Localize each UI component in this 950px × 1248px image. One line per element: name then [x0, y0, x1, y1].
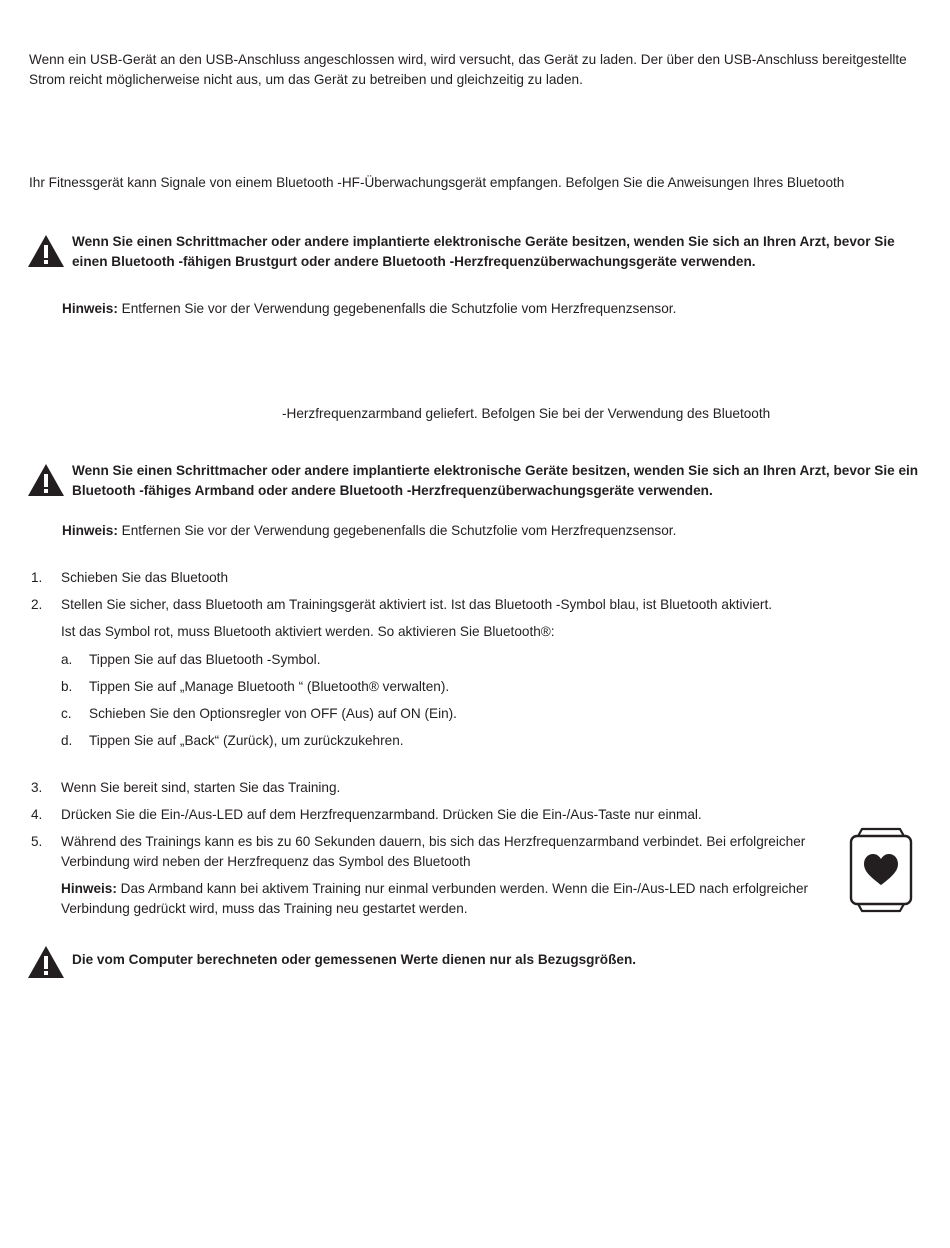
- step-1-text: Schieben Sie das Bluetooth: [61, 570, 229, 585]
- heart-rate-armband-icon: [848, 826, 914, 914]
- warning-1-line-2: einen Bluetooth -fähigen Brustgurt oder andere Bluetooth -Herzfrequenzüberwachungsgeräte verwenden.: [72, 254, 756, 269]
- substep-a-text: Tippen Sie auf das Bluetooth -Symbol.: [89, 652, 321, 667]
- step-2-number: 2.: [31, 597, 43, 612]
- note-1: [62, 299, 676, 319]
- step-5-number: 5.: [31, 834, 43, 849]
- step-5-note-line-2: Verbindung gedrückt wird, muss das Training neu gestartet werden.: [61, 901, 468, 916]
- substep-b-number: b.: [61, 679, 73, 694]
- warning-triangle-icon: [27, 945, 65, 979]
- fitness-intro-text: Ihr Fitnessgerät kann Signale von einem Bluetooth -HF-Überwachungsgerät empfangen. Befolgen Sie die Anweisungen Ihres Bluetooth: [29, 175, 845, 190]
- step-5-note-label: Hinweis:: [61, 881, 117, 896]
- substep-d-number: d.: [61, 733, 73, 748]
- step-5-note-text: Das Armband kann bei aktivem Training nur einmal verbunden werden. Wenn die Ein-/Aus-LED nach erfolgreicher: [116, 881, 809, 896]
- step-1-number: 1.: [31, 570, 43, 585]
- step-4-number: 4.: [31, 807, 43, 822]
- warning-1-line-1: Wenn Sie einen Schrittmacher oder andere implantierte elektronische Geräte besitzen, wenden Sie sich an Ihren Arzt, bevor Sie: [72, 234, 895, 249]
- step-5-line-2: Verbindung wird neben der Herzfrequenz das Symbol des Bluetooth: [61, 854, 471, 869]
- armband-intro-text: -Herzfrequenzarmband geliefert. Befolgen Sie bei der Verwendung des Bluetooth: [282, 406, 771, 421]
- warning-3-text: Die vom Computer berechneten oder gemessenen Werte dienen nur als Bezugsgrößen.: [72, 952, 637, 967]
- step-2-text: Stellen Sie sicher, dass Bluetooth am Trainingsgerät aktiviert ist. Ist das Bluetooth -Symbol blau, ist Bluetooth aktiviert.: [61, 597, 773, 612]
- warning-triangle-icon: [27, 463, 65, 497]
- usb-paragraph-line-1: Wenn ein USB-Gerät an den USB-Anschluss angeschlossen wird, wird versucht, das Gerät zu laden. Der über den USB-Anschluss bereitgestellte: [29, 52, 907, 67]
- warning-triangle-icon: [27, 234, 65, 268]
- step-4-text: Drücken Sie die Ein-/Aus-LED auf dem Herzfrequenzarmband. Drücken Sie die Ein-/Aus-Taste nur einmal.: [61, 807, 702, 822]
- step-5-note-line-1: [61, 879, 808, 899]
- substep-c-number: c.: [61, 706, 72, 721]
- warning-2-line-2: Bluetooth -fähiges Armband oder andere Bluetooth -Herzfrequenzüberwachungsgeräte verwenden.: [72, 483, 713, 498]
- note-1-text: Entfernen Sie vor der Verwendung gegebenenfalls die Schutzfolie vom Herzfrequenzsensor.: [117, 301, 677, 316]
- note-2-label: Hinweis:: [62, 523, 118, 538]
- note-2: [62, 521, 676, 541]
- step-5-line-1: Während des Trainings kann es bis zu 60 Sekunden dauern, bis sich das Herzfrequenzarmband verbindet. Bei erfolgreicher: [61, 834, 806, 849]
- substep-a-number: a.: [61, 652, 73, 667]
- step-2-text-2: Ist das Symbol rot, muss Bluetooth aktiviert werden. So aktivieren Sie Bluetooth®:: [61, 624, 555, 639]
- step-3-text: Wenn Sie bereit sind, starten Sie das Training.: [61, 780, 341, 795]
- warning-2-line-1: Wenn Sie einen Schrittmacher oder andere implantierte elektronische Geräte besitzen, wenden Sie sich an Ihren Arzt, bevor Sie ein: [72, 463, 919, 478]
- note-2-text: Entfernen Sie vor der Verwendung gegebenenfalls die Schutzfolie vom Herzfrequenzsensor.: [117, 523, 677, 538]
- usb-paragraph-line-2: Strom reicht möglicherweise nicht aus, um das Gerät zu betreiben und gleichzeitig zu laden.: [29, 72, 583, 87]
- substep-b-text: Tippen Sie auf „Manage Bluetooth “ (Bluetooth® verwalten).: [89, 679, 450, 694]
- substep-d-text: Tippen Sie auf „Back“ (Zurück), um zurückzukehren.: [89, 733, 404, 748]
- step-3-number: 3.: [31, 780, 43, 795]
- note-1-label: Hinweis:: [62, 301, 118, 316]
- substep-c-text: Schieben Sie den Optionsregler von OFF (Aus) auf ON (Ein).: [89, 706, 457, 721]
